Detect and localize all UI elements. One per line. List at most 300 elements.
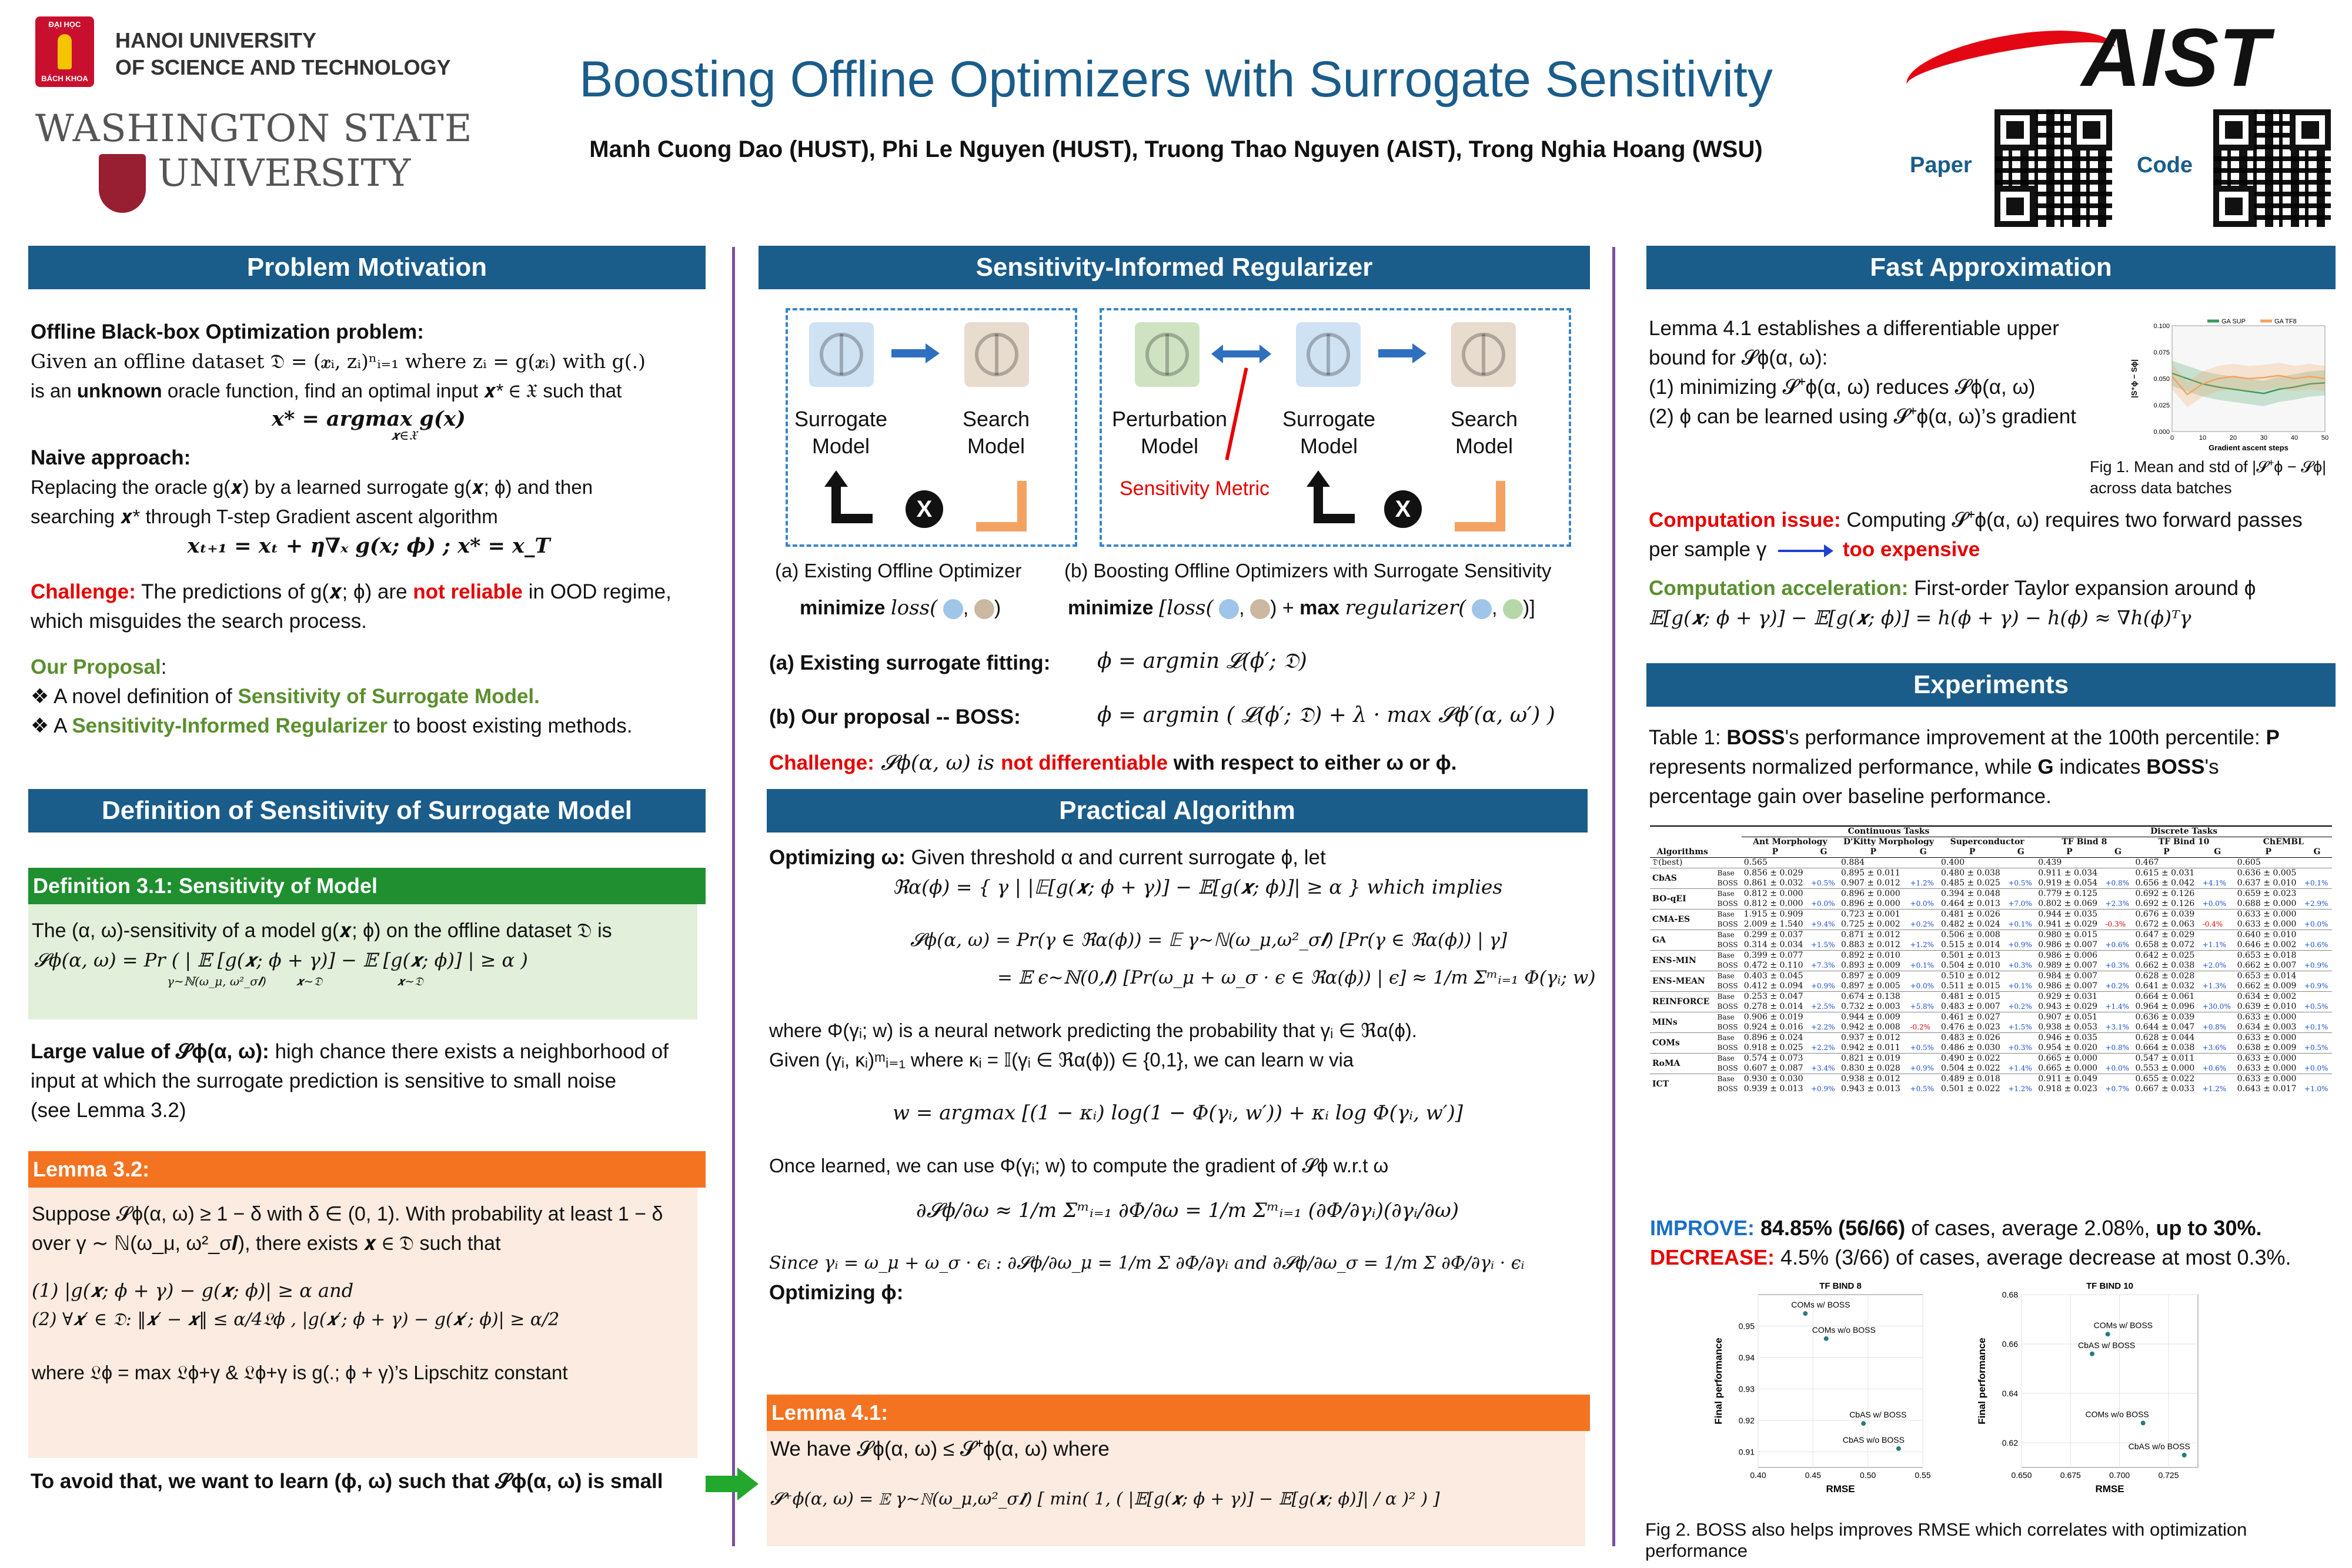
y-tick-label: 0.000 [2153,429,2170,436]
table-cell: 0.725 ± 0.002 [1840,920,1900,929]
chart-title: TF BIND 8 [1819,1281,1862,1291]
x-axis-label: Gradient ascent steps [2209,443,2288,452]
fig2-chart-tfbind10 [1975,1279,2204,1514]
point-label: CbAS w/ BOSS [1849,1410,1907,1420]
table-cell: 0.504 ± 0.022 [1941,1064,2000,1073]
table-cell: 0.399 ± 0.077 [1742,951,1809,961]
gain-cell: +2.5% [1811,1002,1835,1011]
table-cell: 0.489 ± 0.018 [1939,1074,2006,1085]
table-cell: 0.628 ± 0.044 [2133,1033,2200,1044]
row-variant: Base [1715,951,1742,961]
table-cell: 0.490 ± 0.022 [1939,1054,2006,1064]
y-tick-label: 0.62 [2002,1438,2018,1447]
table-row [1650,1064,2332,1074]
code-label[interactable]: Code [2137,153,2193,178]
gain-cell [2302,1074,2332,1085]
surrogate-brain-icon [1296,322,1361,387]
task-header: D'Kitty Morphology [1843,837,1934,847]
table-cell: 0.633 ± 0.000 [2235,1033,2302,1044]
table-cell: 0.802 ± 0.069 [2038,899,2098,908]
experiments-heading: Experiments [1646,663,2336,707]
table-row [1650,940,2332,951]
table-row [1650,1054,2332,1064]
algorithm-name: MINs [1650,1012,1715,1033]
gain-cell [2103,1033,2133,1044]
return-arrow-icon [976,481,1027,531]
table-cell: 0.476 ± 0.023 [1941,1022,2000,1032]
row-label: 𝔇(best) [1652,858,1683,867]
gain-cell: +0.8% [2202,1023,2227,1031]
aist-logo [1905,11,2328,103]
gain-cell: +0.0% [2202,900,2227,908]
row-variant: BOSS [1717,879,1738,887]
y-tick-label: 0.93 [1738,1384,1755,1394]
search-label: Search Model [962,407,1030,458]
gain-cell: +0.9% [2008,941,2032,949]
gain-cell [2006,951,2036,961]
arrow-right-icon [706,1476,741,1492]
arrow-right-icon [891,349,927,357]
table-cell: 0.986 ± 0.007 [2038,940,2098,950]
sensitivity-metric-label: Sensitivity Metric [1120,477,1270,500]
wsu-logo-text-1: WASHINGTON STATE [35,107,473,151]
challenge-text: which misguides the search process. [31,610,367,633]
x-tick-label: 20 [2229,434,2237,442]
reparam-equation: Since γᵢ = ω_μ + ω_σ · ϵᵢ : ∂𝓢ϕ/∂ω_μ = 1/m Σ ∂Φ/∂γᵢ and ∂𝓢ϕ/∂ω_σ = 1/m Σ ∂Φ/∂γᵢ · ϵᵢ [769,1253,1525,1273]
surrogate-mini-icon [1472,599,1492,619]
perturbation-mini-icon [1503,599,1523,619]
table-cell: 0.634 ± 0.002 [2235,992,2302,1002]
gain-cell: +2.2% [1811,1023,1835,1031]
gain-cell [1809,951,1839,961]
table-row [1650,1043,2332,1054]
row-variant: BOSS [1717,941,1738,949]
algorithm-name: ENS-MIN [1650,951,1715,971]
table-cell: 0.641 ± 0.032 [2135,981,2195,991]
table-cell: 0.821 ± 0.019 [1839,1054,1908,1064]
table-cell: 0.506 ± 0.008 [1939,930,2006,941]
gain-cell: +1.4% [2008,1064,2032,1072]
gain-cell [2200,910,2235,920]
gain-cell [2302,889,2332,900]
x-axis-label: RMSE [2095,1483,2124,1495]
results-table [1650,825,2332,1094]
gain-cell [2302,1012,2332,1023]
search-mini-icon [974,599,994,619]
table-row [1650,899,2332,910]
point-label: CbAS w/ BOSS [2078,1340,2136,1350]
table-row [1650,1002,2332,1012]
table-cell: 0.896 ± 0.000 [1839,889,1908,900]
table-cell: 0.664 ± 0.038 [2135,1043,2195,1052]
gain-cell: +3.4% [1811,1064,1835,1072]
arrow-right-icon [1778,550,1831,552]
table-cell: 0.412 ± 0.094 [1743,981,1803,991]
gain-cell [2302,971,2332,982]
table-cell: 0.464 ± 0.013 [1941,899,2000,908]
row-variant: BOSS [1717,982,1738,990]
conclusion-text: To avoid that, we want to learn (ϕ, ω) such that 𝓢ϕ(α, ω) is small [31,1470,663,1493]
lemma32-condition: (1) |g(𝒙; ϕ + γ) − g(𝒙; ϕ)| ≥ α and [32,1279,354,1302]
gain-cell: +0.0% [1910,982,1935,990]
surrogate-brain-icon [809,322,874,387]
definition-box [28,904,697,1019]
table-cell: 0.884 [1840,858,1865,867]
page-title: Boosting Offline Optimizers with Surrogate Sensitivity [579,51,1773,108]
gain-cell: +0.7% [2105,1085,2130,1093]
gain-cell [2103,1012,2133,1023]
gain-cell: +0.6% [2105,941,2130,949]
table-cell: 0.937 ± 0.012 [1839,1033,1908,1044]
table-cell: 0.515 ± 0.014 [1941,940,2000,950]
table-cell: 0.662 ± 0.038 [2135,961,2195,970]
gain-cell: +0.1% [2008,982,2032,990]
fast-heading: Fast Approximation [1646,246,2336,289]
table-cell: 0.653 ± 0.018 [2235,951,2302,961]
gain-cell: +1.2% [1910,879,1935,887]
table-cell [1809,858,1839,868]
gain-cell [1809,910,1839,920]
gain-cell [2200,889,2235,900]
gain-cell [2006,992,2036,1002]
table-cell: 0.633 ± 0.000 [2237,920,2297,929]
gain-cell [2006,930,2036,941]
metric-header: P [1870,847,1877,857]
table-cell: 0.482 ± 0.024 [1941,920,2000,929]
table-cell: 0.467 [2135,858,2159,867]
table-cell: 0.605 [2237,858,2261,867]
table-cell: 0.504 ± 0.010 [1941,961,2000,970]
table-cell: 0.636 ± 0.005 [2235,868,2302,879]
table-cell: 0.692 ± 0.126 [2135,899,2195,908]
surrogate-label: Surrogate Model [794,407,888,458]
definition-box-header: Definition 3.1: Sensitivity of Model [28,868,706,904]
gain-cell: +1.5% [1811,941,1835,949]
table-cell: 0.461 ± 0.027 [1939,1012,2006,1023]
fitting-label: (a) Existing surrogate fitting: [769,651,1051,674]
row-variant: Base [1715,910,1742,920]
diamond-bullet-icon: ❖ [31,685,54,708]
gain-cell: +4.1% [2202,879,2227,887]
x-tick-label: 0.40 [1750,1470,1766,1480]
table-caption: Table 1: BOSS's performance improvement at the 100th percentile: P represents normalized performance, while G indicates BOSS's percentage gain over baseline performance. [1649,726,2280,808]
point-label: CbAS w/o BOSS [1842,1435,1905,1445]
table-cell: 0.644 ± 0.047 [2135,1022,2195,1032]
algorithm-name: GA [1650,930,1715,951]
lemma41-box: We have 𝓢ϕ(α, ω) ≤ 𝓢⁺ϕ(α, ω) where 𝓢⁺ϕ(α, ω) = 𝔼 γ∼ℕ(ω_μ,ω²_σ𝑰) [ min( 1, ( |𝔼[g(𝒙; ϕ + γ)] − 𝔼[g(𝒙; ϕ)]| / α )² ) ] [767,1431,1585,1546]
gain-cell [1908,930,1939,941]
gain-cell [1908,1033,1939,1044]
table-cell: 0.896 ± 0.000 [1840,899,1900,908]
boss-label: (b) Our proposal -- BOSS: [769,706,1021,728]
metric-header: G [2214,847,2221,857]
table-row [1650,1012,2332,1023]
table-cell: 0.893 ± 0.009 [1840,961,1900,970]
gain-cell: +0.2% [1910,920,1935,928]
row-variant: Base [1715,930,1742,941]
gain-cell [2103,889,2133,900]
lemma32-box: Suppose 𝓢ϕ(α, ω) ≥ 1 − δ with δ ∈ (0, 1). With probability at least 1 − δ over γ ∼ ℕ(ω_μ, ω²_σ𝑰), there exists 𝒙 ∈ 𝔇 such that (1) |g(𝒙; ϕ + γ) − g(𝒙; ϕ)| ≥ α and (2) ∀𝒙′ ∈ 𝔇: ‖𝒙′ − 𝒙‖ ≤ α/4𝔏ϕ , |g(𝒙′; ϕ + γ) − g(𝒙′; ϕ)| ≥ α/2 where 𝔏ϕ = max 𝔏ϕ+γ & 𝔏ϕ+γ is g(.; ϕ + γ)’s Lipschitz constant [28,1188,697,1458]
table-cell [2103,858,2133,868]
table-cell: 0.633 ± 0.000 [2235,910,2302,920]
table-cell: 0.400 [1941,858,1965,867]
gain-cell [2103,910,2133,920]
table-cell: 0.662 ± 0.007 [2237,961,2297,970]
column-divider [732,247,735,1546]
table-cell: 0.892 ± 0.010 [1839,951,1908,961]
point-label: COMs w/o BOSS [1812,1325,1876,1335]
table-cell: 0.964 ± 0.096 [2135,1002,2195,1011]
gain-cell [2200,868,2235,879]
table-cell: 0.659 ± 0.023 [2235,889,2302,900]
gain-cell: +0.5% [1910,1085,1935,1093]
table-cell: 0.483 ± 0.007 [1941,1002,2000,1011]
x-tick-label: 0.725 [2158,1470,2179,1480]
table-cell: 0.954 ± 0.020 [2038,1043,2098,1052]
table-row [1650,961,2332,971]
gain-cell [1908,992,1939,1002]
y-tick-label: 0.050 [2153,376,2170,383]
table-cell: 0.688 ± 0.000 [2237,899,2297,908]
table-cell: 0.655 ± 0.022 [2133,1074,2200,1085]
metric-header: P [2265,847,2272,857]
paper-label[interactable]: Paper [1910,153,1972,178]
regularizer-heading: Sensitivity-Informed Regularizer [759,246,1590,289]
table-cell [1908,858,1939,868]
row-variant: BOSS [1717,1002,1738,1011]
blocked-icon: X [1384,490,1422,528]
row-variant: BOSS [1717,1023,1738,1031]
gain-cell [2006,971,2036,982]
table-cell: 0.911 ± 0.034 [2036,868,2103,879]
caption-b: (b) Boosting Offline Optimizers with Surrogate Sensitivity [1064,560,1552,581]
table-row [1650,1033,2332,1044]
gain-cell: -0.2% [1910,1023,1931,1031]
row-variant: BOSS [1717,920,1738,928]
gain-cell: +0.0% [2105,1064,2130,1072]
table-cell: 0.918 ± 0.025 [1743,1043,1803,1052]
metric-header: G [2114,847,2122,857]
table-row [1650,1022,2332,1033]
hust-name: HANOI UNIVERSITY OF SCIENCE AND TECHNOLOGY [115,28,451,79]
gain-cell: -0.4% [2202,920,2223,928]
table-cell [2006,858,2036,868]
table-cell: 0.986 ± 0.007 [2038,981,2098,991]
table-cell: 0.883 ± 0.012 [1840,940,1900,950]
gain-cell: +0.1% [2008,920,2032,928]
gain-cell [1809,1074,1839,1085]
y-tick-label: 0.100 [2153,323,2170,330]
gain-cell [2302,1054,2332,1064]
table-row [1650,868,2332,879]
fig1-caption: Fig 1. Mean and std of |𝓢⁺ϕ − 𝓢ϕ| across data batches [2090,458,2327,497]
metric-header: P [2066,847,2073,857]
search-label: Search Model [1450,407,1518,458]
table-cell: 0.656 ± 0.042 [2135,878,2195,888]
naive-text: searching 𝒙* through T-step Gradient ascent algorithm [31,506,498,527]
table-cell: 0.547 ± 0.011 [2133,1054,2200,1064]
gain-cell: +0.5% [1910,1044,1935,1052]
table-cell: 0.812 ± 0.000 [1742,889,1809,900]
table-cell: 0.486 ± 0.030 [1941,1043,2000,1052]
table-cell: 0.672 ± 0.063 [2135,920,2195,929]
arrow-right-icon [1378,349,1414,357]
hust-seal-text: ĐẠI HỌC [48,20,81,29]
table-cell: 0.633 ± 0.000 [2235,1074,2302,1085]
gain-cell: +0.5% [2304,1002,2328,1011]
table-cell: 0.439 [2038,858,2062,867]
gain-cell: +0.9% [2304,982,2328,990]
y-tick-label: 0.92 [1738,1415,1755,1425]
gain-cell: +0.5% [1811,879,1835,887]
algorithm-name: BO-qEI [1650,889,1715,910]
lemma41-box-header: Lemma 4.1: [767,1395,1590,1431]
gain-cell [2103,971,2133,982]
y-tick-label: 0.64 [2002,1389,2018,1398]
motivation-section [31,317,707,741]
gain-cell: +3.1% [2105,1023,2130,1031]
row-variant [1715,858,1742,868]
fig1-chart [2125,314,2334,467]
gain-cell [2200,1033,2235,1044]
algorithm-section: Optimizing ω: Given threshold α and current surrogate ϕ, let ℜα(ϕ) = { γ | |𝔼[g(𝒙; ϕ + γ)] − 𝔼[g(𝒙; ϕ)]| ≥ α } which implies 𝓢ϕ(α, ω) = Pr(γ ∈ ℜα(ϕ)) = 𝔼 γ∼ℕ(ω_μ,ω²_σ𝑰) [Pr(γ ∈ ℜα(ϕ)) | γ] = 𝔼 ϵ∼ℕ(0,𝑰) [Pr(ω_μ + ω_σ · ϵ ∈ ℜα(ϕ)) | ϵ] ≈ 1/m Σᵐᵢ₌₁ Φ(γᵢ; w) where Φ(γᵢ; w) is a neural network predicting the probability that γᵢ ∈ ℜα(ϕ). Given (γᵢ, κᵢ)ᵐᵢ₌₁ where κᵢ = 𝕀(γᵢ ∈ ℜα(ϕ)) ∈ {0,1}, we can learn w via w = argmax [(1 − κᵢ) log(1 − Φ(γᵢ, w′)) + κᵢ log Φ(γᵢ, w′)] Once learned, we can use Φ(γᵢ; w) to compute the gradient of 𝓢ϕ w.r.t ω ∂𝓢ϕ/∂ω ≈ 1/m Σᵐᵢ₌₁ ∂Φ/∂ω = 1/m Σᵐᵢ₌₁ (∂Φ/∂γᵢ)(∂γᵢ/∂ω) Since γᵢ = ω_μ + ω_σ · ϵᵢ : ∂𝓢ϕ/∂ω_μ = 1/m Σ ∂Φ/∂γᵢ and ∂𝓢ϕ/∂ω_σ = 1/m Σ ∂Φ/∂γᵢ · ϵᵢ Optimizing ϕ: [769,843,1604,1308]
objective-a: minimize loss( , ) [800,596,1001,620]
table-cell: 0.665 ± 0.000 [2036,1054,2103,1064]
table-cell: 0.633 ± 0.000 [2237,1064,2297,1073]
gain-cell: +0.5% [2304,1044,2328,1052]
table-row [1650,971,2332,982]
table-cell: 0.394 ± 0.048 [1939,889,2006,900]
x-axis-label: RMSE [1826,1483,1855,1495]
y-axis-label: Final performance [1976,1338,1987,1425]
aist-wordmark: AIST [2082,11,2269,103]
gain-cell [2200,1054,2235,1064]
x-tick-label: 40 [2290,434,2298,442]
table-cell [2302,858,2332,868]
results-table-wrapper [1650,825,2332,1199]
gain-cell: +1.4% [2105,1002,2130,1011]
x-tick-label: 0.45 [1805,1470,1821,1480]
group-header-continuous: Continuous Tasks [1742,826,2036,837]
table-cell: 0.918 ± 0.023 [2038,1084,2098,1094]
fast-text: Lemma 4.1 establishes a differentiable upper bound for 𝓢ϕ(α, ω): (1) minimizing 𝓢⁺ϕ(α, ω) reduces 𝓢ϕ(α, ω) (2) ϕ can be learned using 𝓢⁺ϕ(α, ω)’s gradient [1649,317,2076,428]
algorithm-name: ICT [1650,1074,1715,1095]
perturbation-label: Perturbation Model [1111,407,1228,458]
table-cell: 0.830 ± 0.028 [1840,1064,1900,1073]
table-cell: 0.633 ± 0.000 [2235,1012,2302,1023]
search-brain-icon [1451,322,1516,387]
authors: Manh Cuong Dao (HUST), Phi Le Nguyen (HUST), Truong Thao Nguyen (AIST), Trong Nghia Hoang (WSU) [589,136,1763,162]
y-axis-label: |S⁺ϕ − Sϕ| [2130,359,2139,398]
surrogate-label: Surrogate Model [1282,407,1376,458]
table-cell: 0.485 ± 0.025 [1941,878,2000,888]
gain-cell: +0.2% [2008,1002,2032,1011]
table-cell: 0.481 ± 0.026 [1939,910,2006,920]
table-cell: 0.667 ± 0.033 [2135,1084,2195,1094]
gain-cell [1908,1074,1939,1085]
paper-qr-code[interactable] [1994,109,2112,227]
gain-cell [2302,868,2332,879]
gain-cell [2200,992,2235,1002]
x-tick-label: 10 [2199,434,2207,442]
table-cell: 0.638 ± 0.009 [2237,1043,2297,1052]
table-cell: 0.480 ± 0.038 [1939,868,2006,879]
gain-cell: +0.8% [2105,879,2130,887]
table-cell: 0.665 ± 0.000 [2038,1064,2098,1073]
gain-cell [1908,951,1939,961]
double-arrow-icon [1259,345,1271,363]
fig2-chart-tfbind8 [1711,1279,1929,1514]
point-label: COMs w/o BOSS [2085,1409,2149,1419]
gain-cell [2302,1033,2332,1044]
table-cell: 0.939 ± 0.013 [1743,1084,1803,1094]
sensitivity-expansion: 𝓢ϕ(α, ω) = Pr(γ ∈ ℜα(ϕ)) = 𝔼 γ∼ℕ(ω_μ,ω²_σ𝑰) [Pr(γ ∈ ℜα(ϕ)) | γ] [910,930,1508,951]
regularizer-challenge: Challenge: 𝓢ϕ(α, ω) is not differentiable with respect to either ω or ϕ. [769,751,1457,775]
table-cell: 0.501 ± 0.013 [1939,951,2006,961]
feedback-arrow-icon [824,470,848,487]
task-header: Superconductor [1950,837,2024,847]
table-cell: 0.615 ± 0.031 [2133,868,2200,879]
gain-cell [1809,930,1839,941]
gain-cell: +1.5% [2008,1023,2032,1031]
blocked-icon: X [906,490,943,528]
boss-equation: ϕ = argmin ( 𝓛(ϕ′; 𝔇) + λ · max 𝓢ϕ′(α, ω′) ) [1097,703,1555,727]
point-label: CbAS w/o BOSS [2128,1442,2190,1451]
proposal-bullet: ❖ A Sensitivity-Informed Regularizer to boost existing methods. [31,714,633,737]
table-cell: 0.944 ± 0.009 [1839,1012,1908,1023]
surrogate-mini-icon [1219,599,1239,619]
table-cell: 0.897 ± 0.009 [1839,971,1908,982]
table-cell: 0.930 ± 0.030 [1742,1074,1809,1085]
table-cell: 0.633 ± 0.000 [2235,1054,2302,1064]
gain-cell: +2.3% [2105,900,2130,908]
metric-header: G [1919,847,1927,857]
table-cell: 0.639 ± 0.010 [2237,1002,2297,1011]
argmax-equation: 𝒙* = argmax g(𝒙) [272,407,466,431]
table-cell: 0.299 ± 0.037 [1742,930,1809,941]
gain-cell [2200,930,2235,941]
gain-cell [2302,930,2332,941]
table-row [1650,910,2332,920]
table-cell: 0.732 ± 0.003 [1840,1002,1900,1011]
x-tick-label: 0.55 [1915,1470,1931,1480]
table-cell: 0.628 ± 0.028 [2133,971,2200,982]
table-cell: 0.723 ± 0.001 [1839,910,1908,920]
task-header: TF Bind 10 [2158,837,2210,847]
table-cell: 0.897 ± 0.005 [1840,981,1900,991]
table-cell: 0.906 ± 0.019 [1742,1012,1809,1023]
diamond-bullet-icon: ❖ [31,714,54,737]
gain-cell [2200,971,2235,982]
table-cell: 0.574 ± 0.073 [1742,1054,1809,1064]
data-point [1824,1336,1829,1341]
row-variant: Base [1715,1074,1742,1085]
table-row [1650,981,2332,992]
code-qr-code[interactable] [2213,109,2331,227]
argmax-subscript: 𝒙∈𝔛 [391,429,417,443]
table-row [1650,1074,2332,1085]
lemma32-condition: (2) ∀𝒙′ ∈ 𝔇: ‖𝒙′ − 𝒙‖ ≤ α/4𝔏ϕ , |g(𝒙′; ϕ + γ) − g(𝒙′; ϕ)| ≥ α/2 [32,1309,560,1330]
gain-cell: +2.0% [2202,961,2227,969]
row-variant: BOSS [1717,961,1738,969]
gain-cell: +0.8% [2105,1044,2130,1052]
sensitivity-equation: 𝓢ϕ(α, ω) = Pr ( | 𝔼 [g(𝒙; ϕ + γ)] − 𝔼 [g(𝒙; ϕ)] | ≥ α ) [34,949,528,971]
table-cell: 0.278 ± 0.014 [1743,1002,1803,1011]
metric-header: P [2163,847,2170,857]
x-tick-label: 50 [2321,434,2329,442]
hust-seal-text: BÁCH KHOA [41,74,88,83]
x-tick-label: 0.700 [2109,1470,2130,1480]
